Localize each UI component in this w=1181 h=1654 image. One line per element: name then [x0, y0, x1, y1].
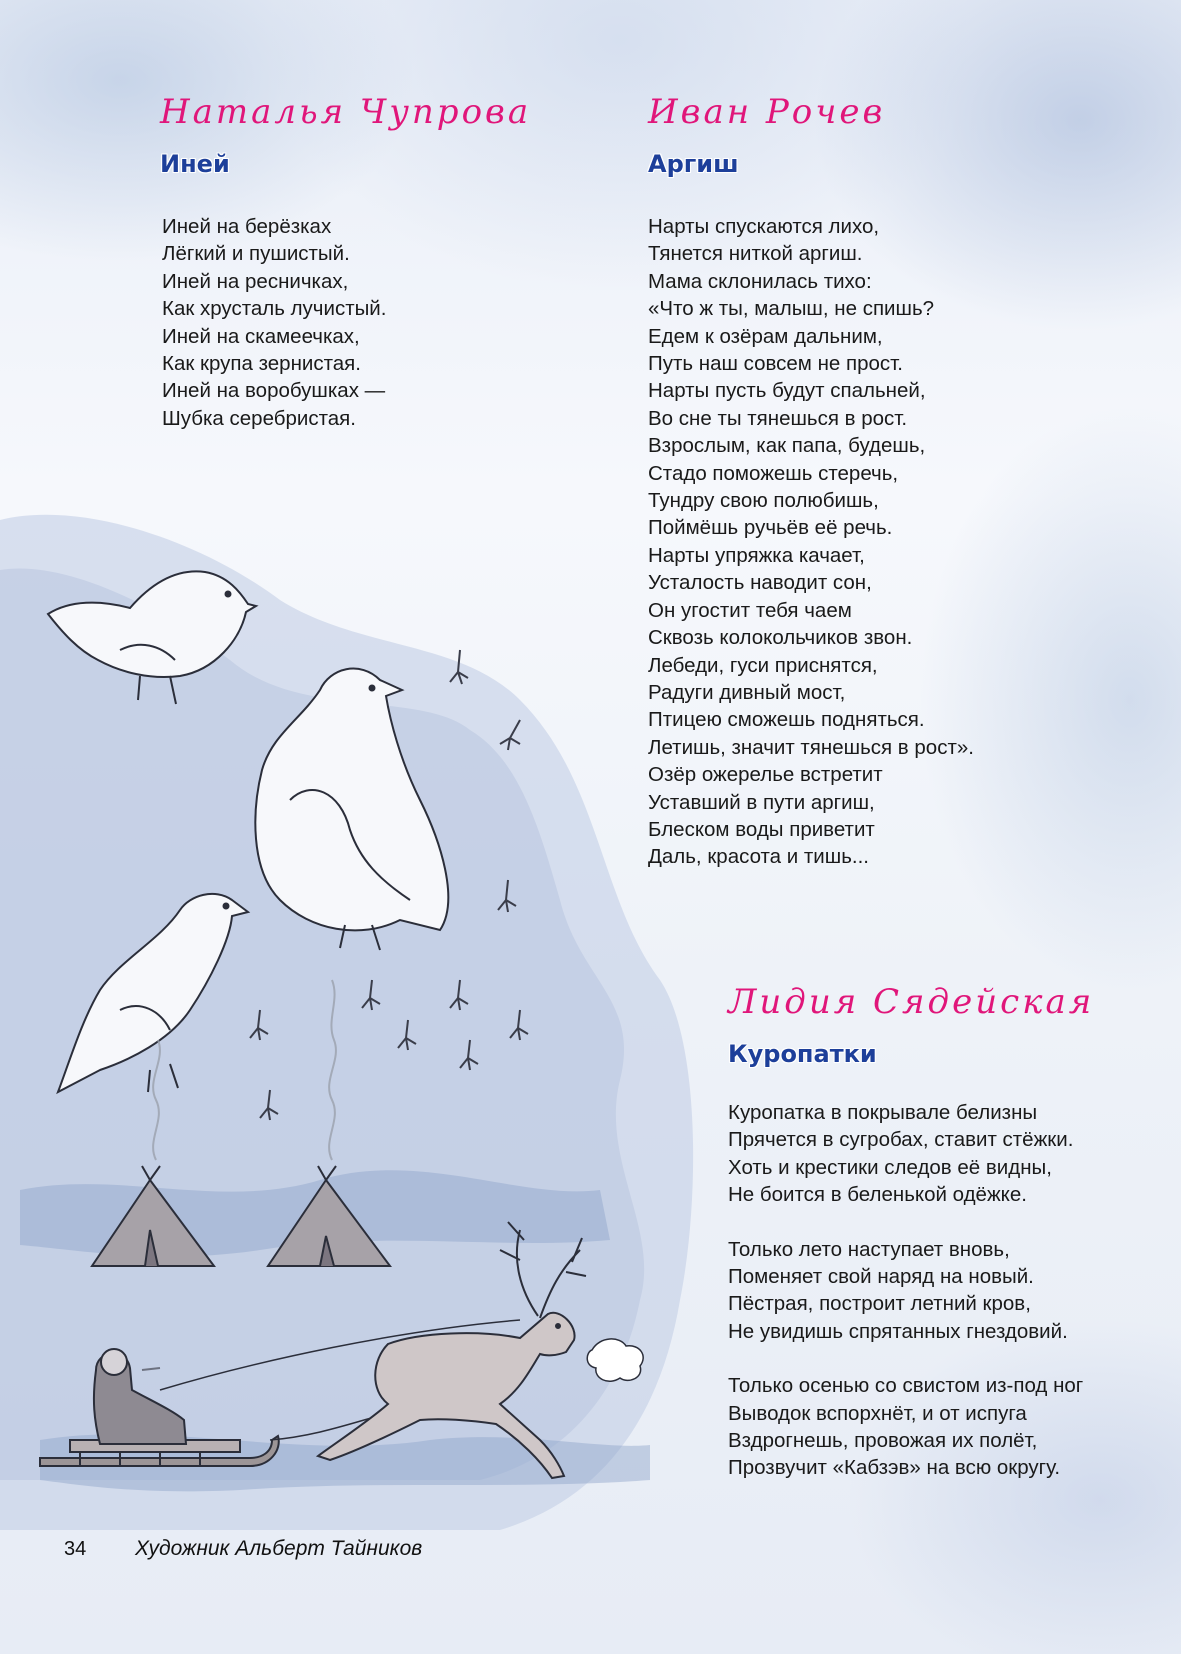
poem-line: Сквозь колокольчиков звон.	[648, 626, 913, 650]
poem-1-author: Наталья Чупрова	[160, 92, 532, 132]
stanza-gap	[728, 1209, 1083, 1236]
poem-line: Он угостит тебя чаем	[648, 598, 852, 622]
poem-line: «Что ж ты, малыш, не спишь?	[648, 297, 935, 321]
poem-line: Летишь, значит тянешься в рост».	[648, 735, 974, 759]
poem-line: Едем к озёрам дальним,	[648, 324, 883, 348]
poem-line: Нарты упряжка качает,	[648, 543, 865, 567]
poem-line: Только лето наступает вновь,	[728, 1237, 1010, 1261]
poem-line: Выводок вспорхнёт, и от испуга	[728, 1401, 1027, 1425]
poem-line: Радуги дивный мост,	[648, 680, 846, 704]
poem-line: Нарты спускаются лихо,	[648, 215, 880, 238]
poem-line: Иней на воробушках —	[162, 379, 386, 403]
stanza-gap	[728, 1345, 1083, 1372]
poem-line: Уставший в пути аргиш,	[648, 790, 875, 814]
poem-line: Иней на скамеечках,	[162, 324, 360, 348]
poem-line: Пёстрая, построит летний кров,	[728, 1292, 1031, 1316]
poem-line: Вздрогнешь, провожая их полёт,	[728, 1429, 1038, 1453]
poem-line: Тундру свою полюбишь,	[648, 489, 879, 513]
poem-line: Лёгкий и пушистый.	[162, 242, 350, 266]
poem-line: Как хрусталь лучистый.	[162, 297, 387, 321]
poem-line: Даль, красота и тишь...	[648, 845, 869, 869]
poem-line: Как крупа зернистая.	[162, 352, 361, 376]
poem-line: Взрослым, как папа, будешь,	[648, 434, 926, 458]
poem-1-text	[162, 213, 386, 432]
poem-3-title: Куропатки	[728, 1040, 877, 1068]
poem-1-title: Иней	[160, 150, 230, 178]
illustrator-credit: Художник Альберт Тайников	[135, 1537, 423, 1560]
poem-line: Не боится в беленькой одёжке.	[728, 1183, 1027, 1207]
poem-line: Прячется в сугробах, ставит стёжки.	[728, 1128, 1074, 1152]
poem-line: Во сне ты тянешься в рост.	[648, 406, 908, 430]
poem-line: Шубка серебристая.	[162, 406, 356, 430]
poem-line: Мама склонилась тихо:	[648, 269, 872, 293]
poem-line: Прозвучит «Кабзэв» на всю округу.	[728, 1456, 1061, 1480]
poem-line: Иней на ресничках,	[162, 269, 349, 293]
poem-3-author: Лидия Сядейская	[728, 982, 1095, 1022]
page-number: 34	[64, 1538, 87, 1560]
poem-line: Поймёшь ручьёв её речь.	[648, 516, 893, 540]
poem-line: Озёр ожерелье встретит	[648, 763, 883, 787]
poem-line: Тянется ниткой аргиш.	[648, 242, 863, 266]
poem-line: Птицею сможешь подняться.	[648, 708, 925, 732]
poem-line: Стадо поможешь стеречь,	[648, 461, 899, 485]
poem-line: Усталость наводит сон,	[648, 571, 872, 595]
poem-line: Только осенью со свистом из-под ног	[728, 1374, 1084, 1398]
poem-line: Лебеди, гуси приснятся,	[648, 653, 878, 677]
poem-2-title: Аргиш	[648, 150, 739, 178]
poem-2-text	[648, 213, 974, 871]
poem-line: Путь наш совсем не прост.	[648, 352, 903, 376]
poem-line: Не увидишь спрятанных гнездовий.	[728, 1319, 1068, 1343]
poem-3-text	[728, 1099, 1083, 1482]
poem-line: Куропатка в покрывале белизны	[728, 1101, 1038, 1124]
poem-2-author: Иван Рочев	[648, 92, 886, 132]
poem-line: Блеском воды приветит	[648, 817, 875, 841]
poem-line: Иней на берёзках	[162, 215, 332, 238]
poem-line: Поменяет свой наряд на новый.	[728, 1265, 1034, 1289]
poem-line: Нарты пусть будут спальней,	[648, 379, 926, 403]
poem-line: Хоть и крестики следов её видны,	[728, 1155, 1052, 1179]
